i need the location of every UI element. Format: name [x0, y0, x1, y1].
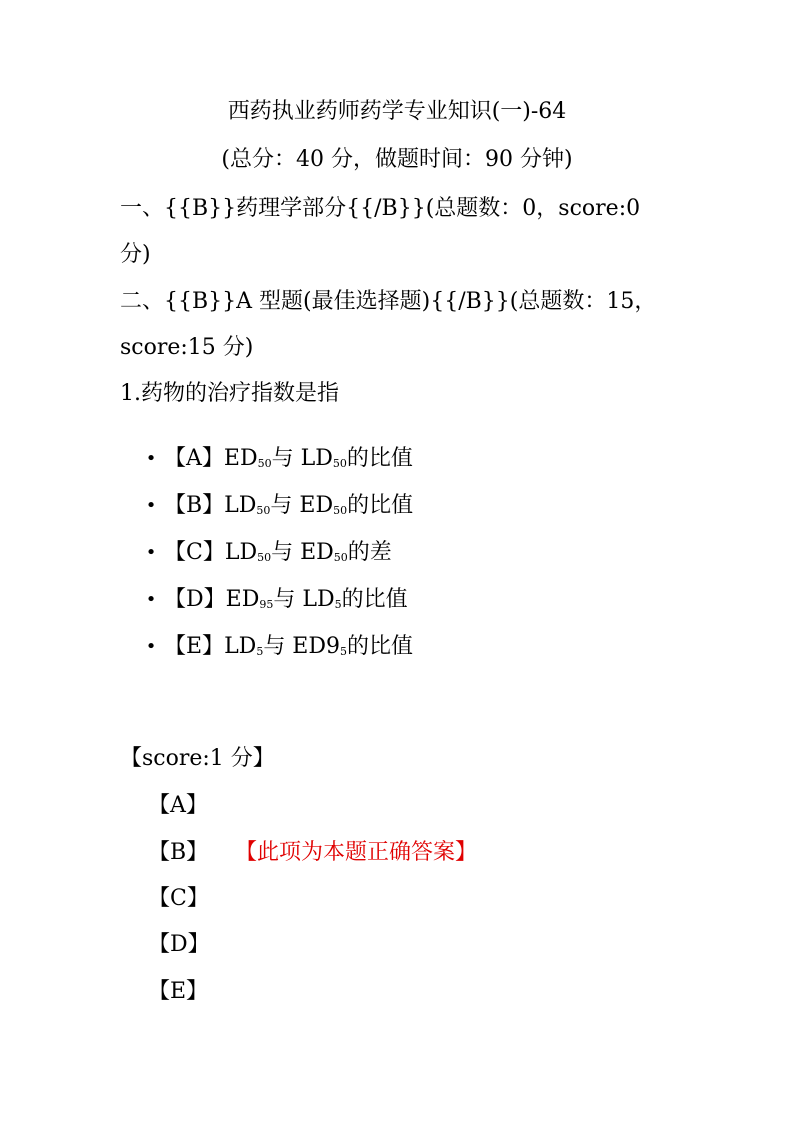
option-subscript: 50 [332, 457, 347, 470]
section-2-line-2: score:15 分) [120, 335, 254, 360]
answer-choice-b: 【B】 [148, 840, 209, 865]
option-label: 【E】 [164, 634, 225, 659]
section-1-line-1: 一、{{B}}药理学部分{{/B}}(总题数：0，score:0 [120, 196, 641, 221]
option-term: 与 ED [270, 493, 334, 518]
answer-choice-d: 【D】 [148, 932, 210, 957]
option-subscript: 50 [257, 551, 272, 564]
option-subscript: 50 [256, 504, 271, 517]
option-tail: 的差 [347, 540, 392, 565]
bullet-icon: • [145, 448, 157, 469]
option-label: 【D】 [164, 587, 226, 612]
option-term: 与 LD [273, 587, 335, 612]
option-d [120, 585, 680, 632]
option-subscript: 50 [257, 457, 272, 470]
correct-answer-note: 【此项为本题正确答案】 [235, 840, 478, 865]
bullet-icon: • [145, 542, 157, 563]
answer-choice-a: 【A】 [148, 793, 208, 818]
option-term: 与 LD [271, 446, 333, 471]
score-label: 【score:1 分】 [120, 746, 275, 771]
option-label: 【A】 [164, 446, 224, 471]
option-a [120, 444, 680, 491]
answer-choice-e: 【E】 [148, 979, 209, 1004]
option-term: ED [225, 587, 260, 612]
option-e [120, 632, 680, 679]
option-term: 与 ED9 [263, 634, 341, 659]
option-subscript: 95 [259, 598, 274, 611]
bullet-icon: • [145, 495, 157, 516]
option-term: LD [224, 493, 257, 518]
option-subscript: 5 [256, 645, 264, 658]
option-c [120, 538, 680, 585]
option-term: 与 ED [271, 540, 334, 565]
option-subscript: 5 [340, 645, 348, 658]
option-term: LD [224, 540, 258, 565]
question-stem: 1.药物的治疗指数是指 [120, 381, 339, 406]
option-label: 【B】 [164, 493, 225, 518]
option-tail: 的比值 [341, 587, 408, 612]
option-list [120, 444, 680, 679]
option-label: 【C】 [164, 540, 225, 565]
bullet-icon: • [145, 589, 157, 610]
bullet-icon: • [145, 636, 157, 657]
option-term: LD [224, 634, 257, 659]
option-b [120, 491, 680, 538]
section-1-line-2: 分) [120, 242, 151, 267]
option-subscript: 5 [334, 598, 342, 611]
document-title: 西药执业药师药学专业知识(一)-64 [227, 99, 567, 124]
document-subtitle: (总分：40 分，做题时间：90 分钟) [221, 147, 573, 172]
option-tail: 的比值 [346, 446, 413, 471]
section-2-line-1: 二、{{B}}A 型题(最佳选择题){{/B}}(总题数：15， [120, 289, 657, 314]
answer-choice-c: 【C】 [148, 886, 209, 911]
option-tail: 的比值 [347, 634, 414, 659]
option-tail: 的比值 [347, 493, 414, 518]
option-subscript: 50 [333, 551, 348, 564]
option-term: ED [223, 446, 258, 471]
option-subscript: 50 [333, 504, 348, 517]
